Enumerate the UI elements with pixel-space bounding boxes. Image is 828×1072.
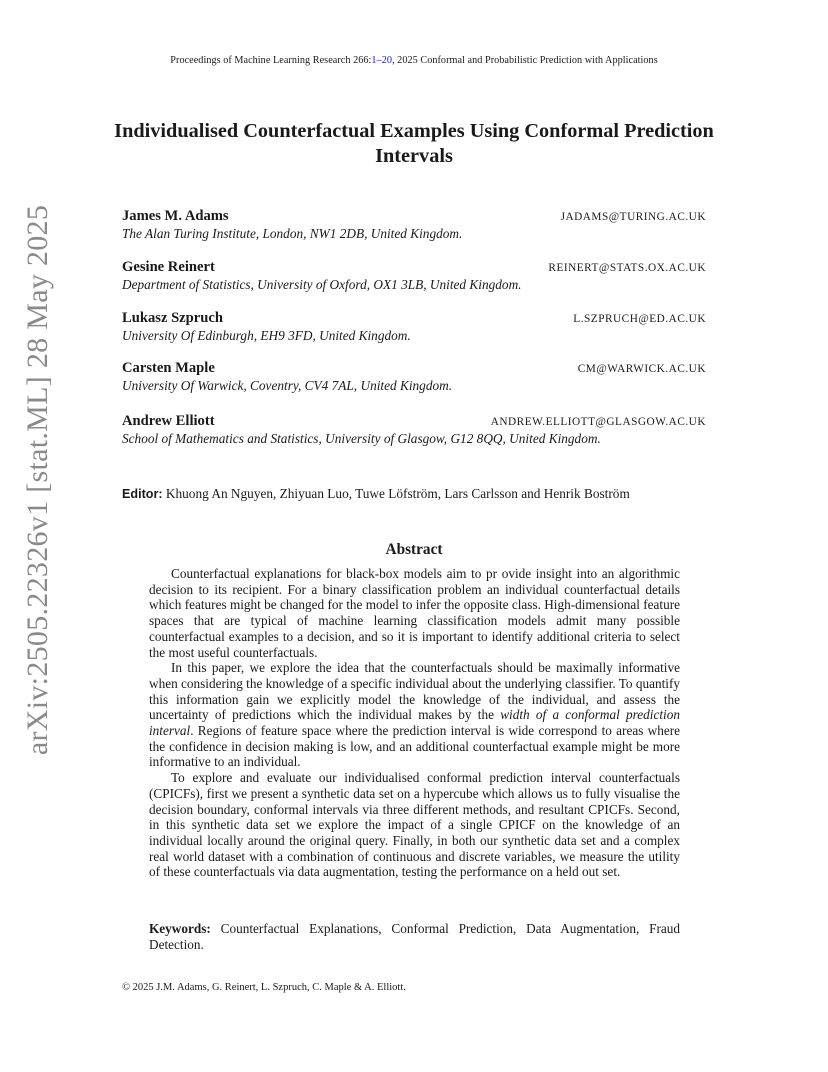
author-block <box>122 208 706 242</box>
keywords <box>149 921 680 952</box>
paper-title: Individualised Counterfactual Examples Using Conformal Prediction Intervals <box>114 120 714 167</box>
copyright-notice: © 2025 J.M. Adams, G. Reinert, L. Szpruch, C. Maple & A. Elliott. <box>122 982 406 993</box>
abstract-text: In this paper, we explore the idea that the counterfactuals should be maximally informative when considering the knowledge of a specific individual about the underlying classifier. To quantify this information gain we explicitly model the knowledge of the individual, and assess the uncertainty of predictions which the individual makes by the <box>149 660 680 723</box>
abstract-paragraph: Counterfactual explanations for black-box models aim to pr ovide insight into an algorithmic decision to its recipient. For a binary classification problem an individual counterfactual details which features might be changed for the model to infer the opposite class. High-dimensional feature spaces that are typical of machine learning classification models admit many possible counterfactual examples to a decision, and so it is important to identify additional criteria to select the most useful counterfactuals. <box>149 566 680 660</box>
running-header <box>0 55 828 66</box>
author-block <box>122 259 706 293</box>
author-name: Carsten Maple <box>122 360 215 376</box>
abstract-paragraph: To explore and evaluate our individualised conformal prediction interval counterfactuals (CPICFs), first we present a synthetic data set on a hypercube which allows us to fully visualise the decision boundary, conformal intervals via three different methods, and resultant CPICFs. Second, in this synthetic data set we explore the impact of a single CPICF on the knowledge of an individual locally around the original query. Finally, in both our synthetic data set and a complex real world dataset with a combination of continuous and discrete variables, we measure the utility of these counterfactuals via data augmentation, testing the performance on a held out set. <box>149 770 680 880</box>
abstract-text: . Regions of feature space where the prediction interval is wide correspond to areas where the confidence in decision making is low, and an additional counterfactual example might be more informative to an individual. <box>149 723 680 770</box>
author-block <box>122 413 706 447</box>
author-email[interactable]: ANDREW.ELLIOTT@GLASGOW.AC.UK <box>490 416 706 428</box>
author-name: Andrew Elliott <box>122 413 215 429</box>
header-suffix: , 2025 Conformal and Probabilistic Prediction with Applications <box>391 55 658 66</box>
abstract-body <box>149 566 680 880</box>
author-name: Lukasz Szpruch <box>122 310 223 326</box>
author-name: Gesine Reinert <box>122 259 215 275</box>
author-email[interactable]: REINERT@STATS.OX.AC.UK <box>548 262 706 274</box>
arxiv-stamp: arXiv:2505.22326v1 [stat.ML] 28 May 2025 <box>21 204 54 756</box>
abstract-paragraph <box>149 660 680 770</box>
author-email[interactable]: L.SZPRUCH@ED.AC.UK <box>573 313 706 325</box>
author-affiliation: Department of Statistics, University of Oxford, OX1 3LB, United Kingdom. <box>122 277 522 292</box>
editor-names: Khuong An Nguyen, Zhiyuan Luo, Tuwe Löfström, Lars Carlsson and Henrik Boström <box>165 486 630 501</box>
author-affiliation: University Of Edinburgh, EH9 3FD, United Kingdom. <box>122 328 411 343</box>
author-affiliation: The Alan Turing Institute, London, NW1 2DB, United Kingdom. <box>122 226 463 241</box>
header-prefix: Proceedings of Machine Learning Research 266: <box>170 55 372 66</box>
keywords-label: Keywords: <box>149 921 211 936</box>
author-email[interactable]: CM@WARWICK.AC.UK <box>577 363 706 375</box>
author-email[interactable]: JADAMS@TURING.AC.UK <box>560 211 706 223</box>
header-pages-link[interactable]: 1–20 <box>371 55 392 66</box>
editor-line <box>122 486 630 502</box>
author-affiliation: School of Mathematics and Statistics, University of Glasgow, G12 8QQ, United Kingdom. <box>122 431 601 446</box>
author-name: James M. Adams <box>122 208 229 224</box>
keywords-text: Counterfactual Explanations, Conformal Prediction, Data Augmentation, Fraud Detection. <box>149 921 680 952</box>
abstract-emphasis: width of a conformal prediction interval <box>149 707 680 739</box>
author-affiliation: University Of Warwick, Coventry, CV4 7AL, United Kingdom. <box>122 378 453 393</box>
editor-label: Editor: <box>122 487 163 501</box>
author-block <box>122 360 706 394</box>
author-block <box>122 310 706 344</box>
abstract-heading: Abstract <box>385 541 443 558</box>
